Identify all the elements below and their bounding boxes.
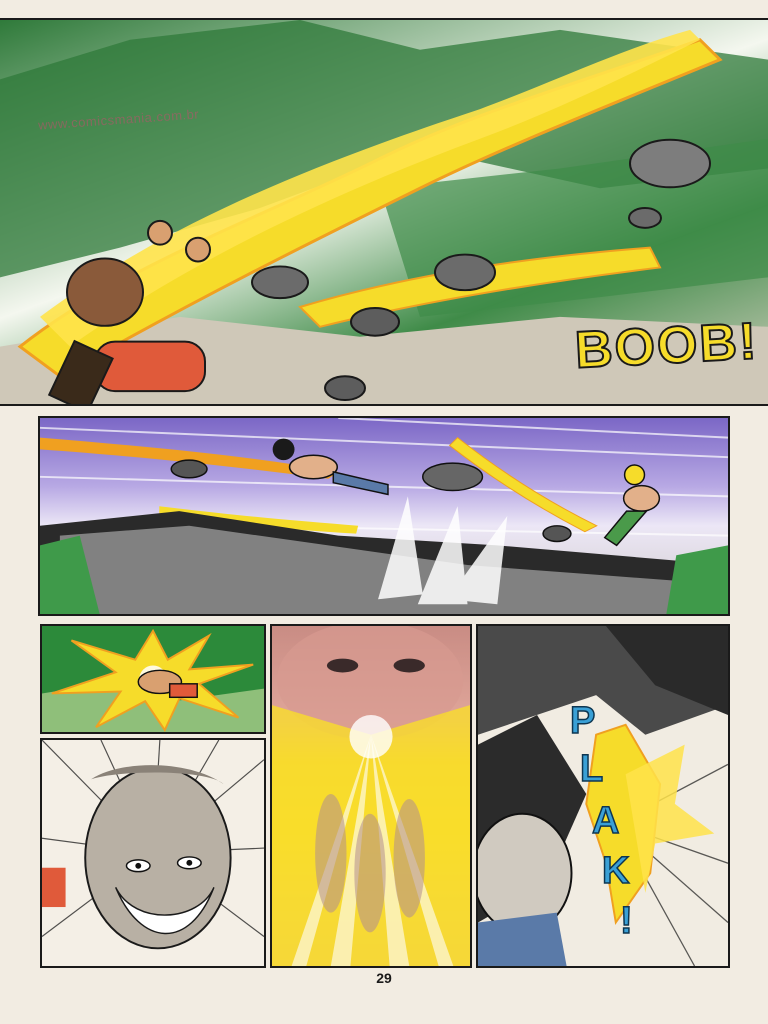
watermark-text: www.comicsmania.com.br xyxy=(37,106,200,133)
panel-leaping-fighters-art xyxy=(40,418,728,614)
plak-letter-4: K xyxy=(602,850,630,892)
plak-letter-1: P xyxy=(570,700,596,742)
panel-old-master-face xyxy=(40,738,266,968)
sound-effect-boob: BOOB! xyxy=(573,312,760,380)
panel-plak-strike xyxy=(476,624,730,968)
panel-fire-blast xyxy=(0,18,768,406)
panel-old-master-face-art xyxy=(42,740,264,966)
panel-explosion-impact-art xyxy=(42,626,264,732)
plak-letter-2: L xyxy=(580,748,604,790)
dark-haired-fighter xyxy=(273,439,388,495)
panel-energy-burst xyxy=(270,624,472,968)
panel-leaping-fighters xyxy=(38,416,730,616)
plak-letter-3: A xyxy=(592,800,620,842)
page-number: 29 xyxy=(376,970,392,986)
sound-effect-plak xyxy=(570,700,660,950)
plak-letter-5: ! xyxy=(620,900,633,942)
panel-explosion-impact xyxy=(40,624,266,734)
panel-energy-burst-art xyxy=(272,626,470,966)
